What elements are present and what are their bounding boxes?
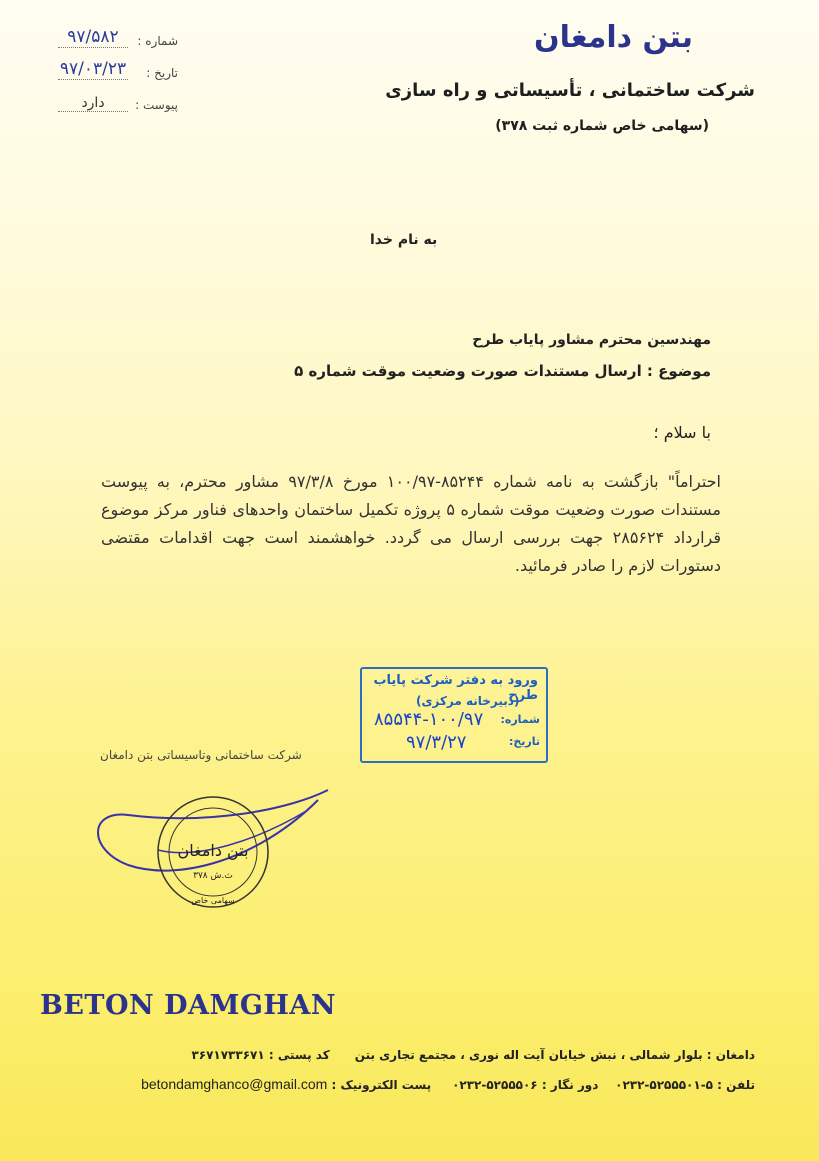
ref-date-label: تاریخ : bbox=[146, 66, 178, 80]
ref-date-row bbox=[58, 56, 178, 80]
stamp-date-value: ۹۷/۳/۲۷ bbox=[406, 732, 467, 753]
ref-attachment-value: دارد bbox=[58, 95, 128, 112]
ref-number-value: ۹۷/۵۸۲ bbox=[58, 27, 128, 48]
ref-number-row bbox=[58, 24, 178, 48]
stamp-number-label: شماره: bbox=[500, 713, 540, 726]
footer-email[interactable]: betondamghanco@gmail.com bbox=[141, 1076, 328, 1092]
company-name: بتن دامغان bbox=[533, 20, 693, 55]
brand-english: BETON DAMGHAN bbox=[40, 990, 337, 1021]
footer-fax: دور نگار : ۵۲۵۵۵۰۶-۰۲۳۲ bbox=[452, 1078, 599, 1092]
signature-company-label: شرکت ساختمانی وتاسیساتی بتن دامغان bbox=[100, 748, 302, 762]
stamp-number-value: ۸۵۵۴۴-۱۰۰/۹۷ bbox=[374, 709, 484, 730]
footer-postal-value: ۳۶۷۱۷۳۳۶۷۱ bbox=[191, 1048, 265, 1062]
seal-name: بتن دامغان bbox=[177, 841, 249, 860]
company-registration: (سهامی خاص شماره ثبت ۳۷۸) bbox=[495, 118, 709, 134]
footer-contact-row bbox=[141, 1076, 755, 1092]
bismillah-heading: به نام خدا bbox=[370, 232, 438, 248]
company-description: شرکت ساختمانی ، تأسیساتی و راه سازی bbox=[385, 80, 755, 101]
ref-attachment-row bbox=[58, 88, 178, 112]
greeting: با سلام ؛ bbox=[653, 423, 711, 442]
footer-phone: تلفن : ۵-۵۲۵۵۵۰۱-۰۲۳۲ bbox=[615, 1078, 755, 1092]
footer-email-label: پست الکترونیک : bbox=[331, 1078, 432, 1092]
subject-line: موضوع : ارسال مستندات صورت وضعیت موقت شماره ۵ bbox=[294, 362, 711, 380]
stamp-title: ورود به دفتر شرکت پایاب طرح bbox=[373, 673, 538, 703]
letter-body: احتراماً" بازگشت به نامه شماره ۸۵۲۴۴-۱۰۰/۹۷ مورخ ۹۷/۳/۸ مشاور محترم، به پیوست مستندات صورت وضعیت موقت شماره ۵ پروژه تکمیل ساختمان واحدهای فناور مرکز موضوع قرارداد ۲۸۵۶۲۴ جهت بررسی ارسال می گردد. خواهشمند است جهت اقدامات مقتضی دستورات لازم را صادر فرمائید. bbox=[101, 472, 721, 575]
ref-attachment-label: پیوست : bbox=[135, 98, 178, 112]
company-seal bbox=[88, 770, 338, 920]
seal-type: سهامی خاص bbox=[191, 896, 235, 905]
stamp-date-label: تاریخ: bbox=[508, 735, 540, 748]
footer-address: دامغان : بلوار شمالی ، نبش خیابان آیت اله نوری ، مجتمع تجاری بتن bbox=[354, 1048, 755, 1062]
stamp-subtitle: (دبیرخانه مرکزی) bbox=[416, 694, 520, 708]
footer-postal-label: کد پستی : bbox=[268, 1048, 330, 1062]
footer-address-row bbox=[191, 1048, 755, 1062]
received-stamp bbox=[360, 667, 548, 763]
ref-number-label: شماره : bbox=[137, 34, 178, 48]
ref-date-value: ۹۷/۰۳/۲۳ bbox=[59, 59, 127, 79]
seal-registration: ث.ش ۳۷۸ bbox=[193, 871, 233, 881]
recipient: مهندسین محترم مشاور پایاب طرح bbox=[472, 332, 711, 348]
